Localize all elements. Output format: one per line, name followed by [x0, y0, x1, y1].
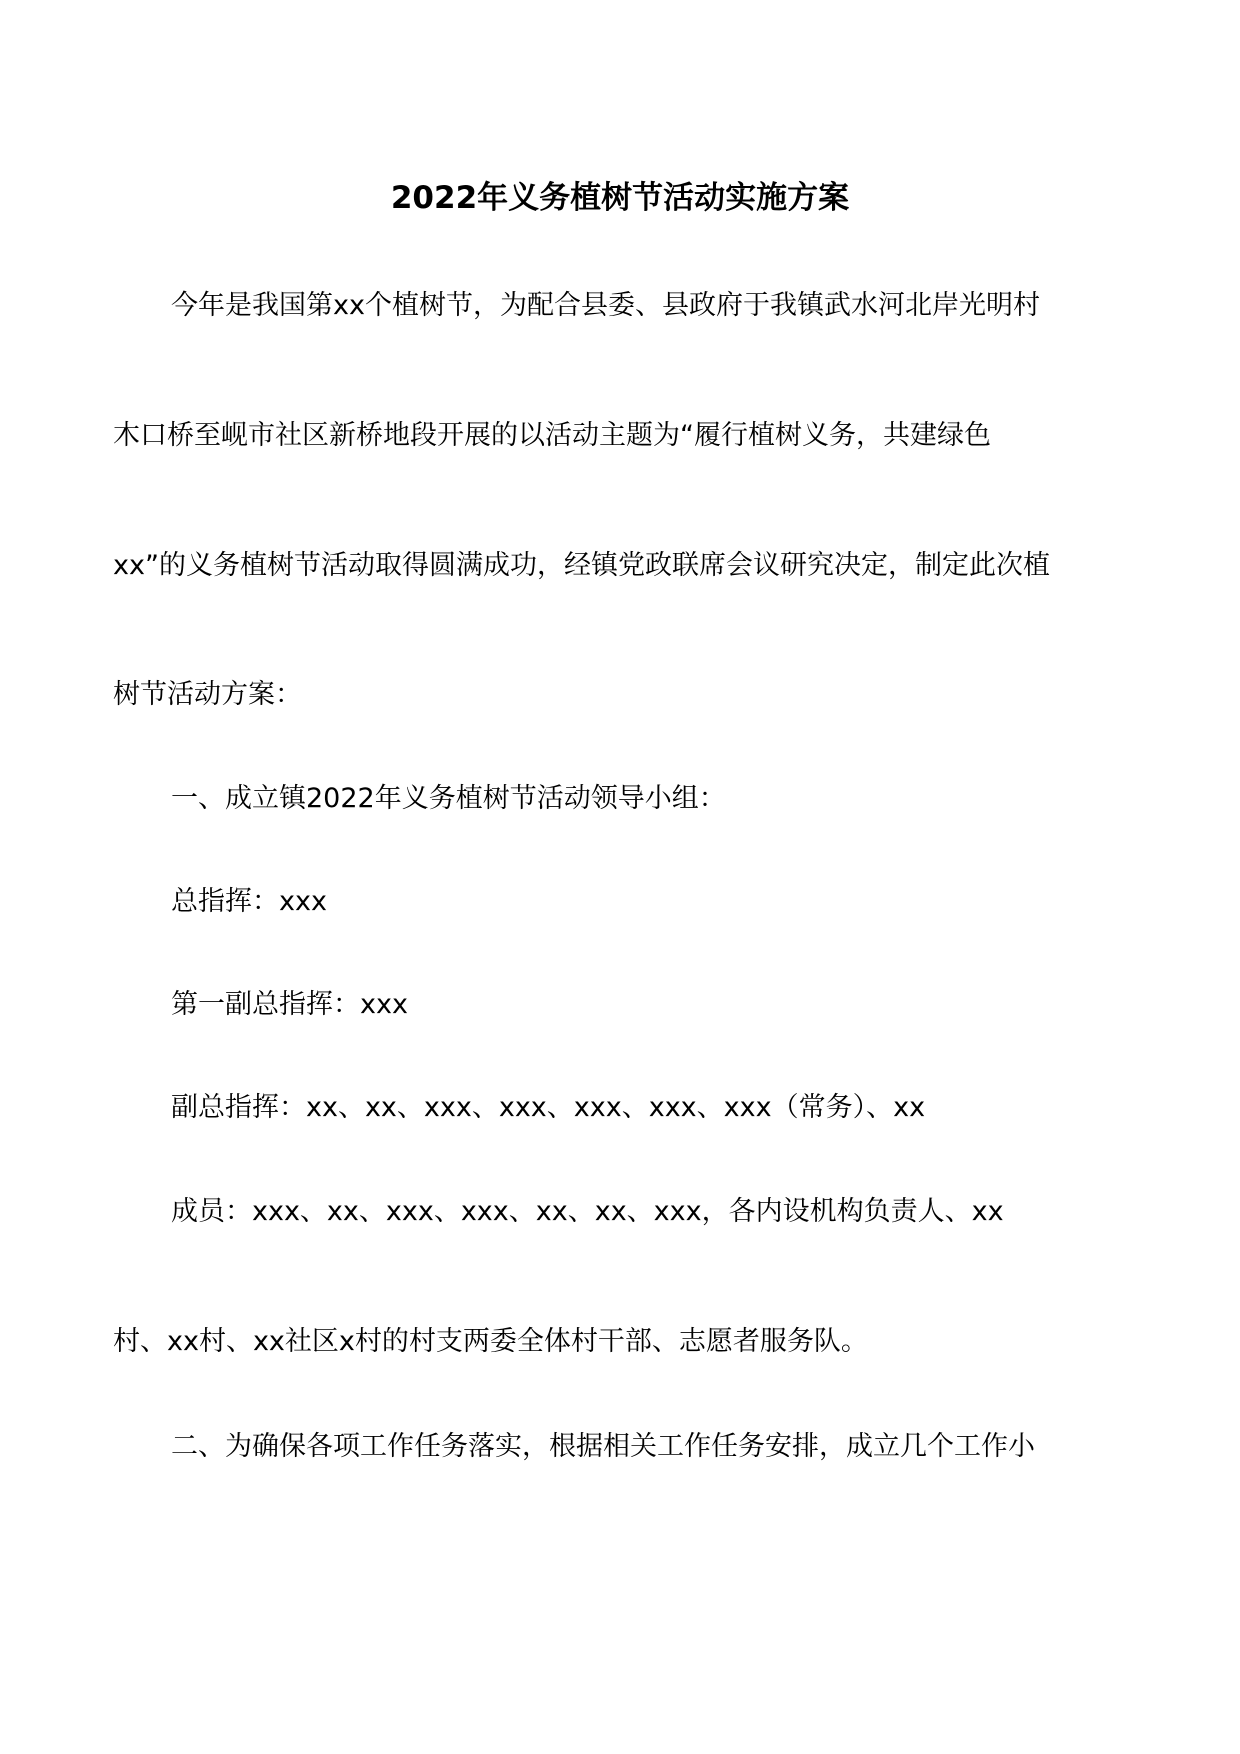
commander-line: 总指挥：xxx: [171, 886, 327, 917]
deputy-commander-line: 副总指挥：xx、xx、xxx、xxx、xxx、xxx、xxx（常务）、xx: [171, 1092, 926, 1123]
document-title: 2022年义务植树节活动实施方案: [390, 180, 850, 216]
members-line-continued: 村、xx村、xx社区x村的村支两委全体村干部、志愿者服务队。: [113, 1326, 868, 1357]
paragraph-line: 木口桥至岘市社区新桥地段开展的以活动主题为“履行植树义务，共建绿色: [113, 420, 991, 451]
first-deputy-commander-line: 第一副总指挥：xxx: [171, 989, 408, 1020]
section-heading-2: 二、为确保各项工作任务落实，根据相关工作任务安排，成立几个工作小: [171, 1431, 1035, 1462]
paragraph-line: 今年是我国第xx个植树节，为配合县委、县政府于我镇武水河北岸光明村: [171, 290, 1040, 321]
section-heading-1: 一、成立镇2022年义务植树节活动领导小组：: [171, 783, 726, 814]
paragraph-line: 树节活动方案：: [113, 679, 302, 710]
members-line: 成员：xxx、xx、xxx、xxx、xx、xx、xxx，各内设机构负责人、xx: [171, 1196, 1004, 1227]
paragraph-line: xx”的义务植树节活动取得圆满成功，经镇党政联席会议研究决定，制定此次植: [113, 550, 1050, 581]
